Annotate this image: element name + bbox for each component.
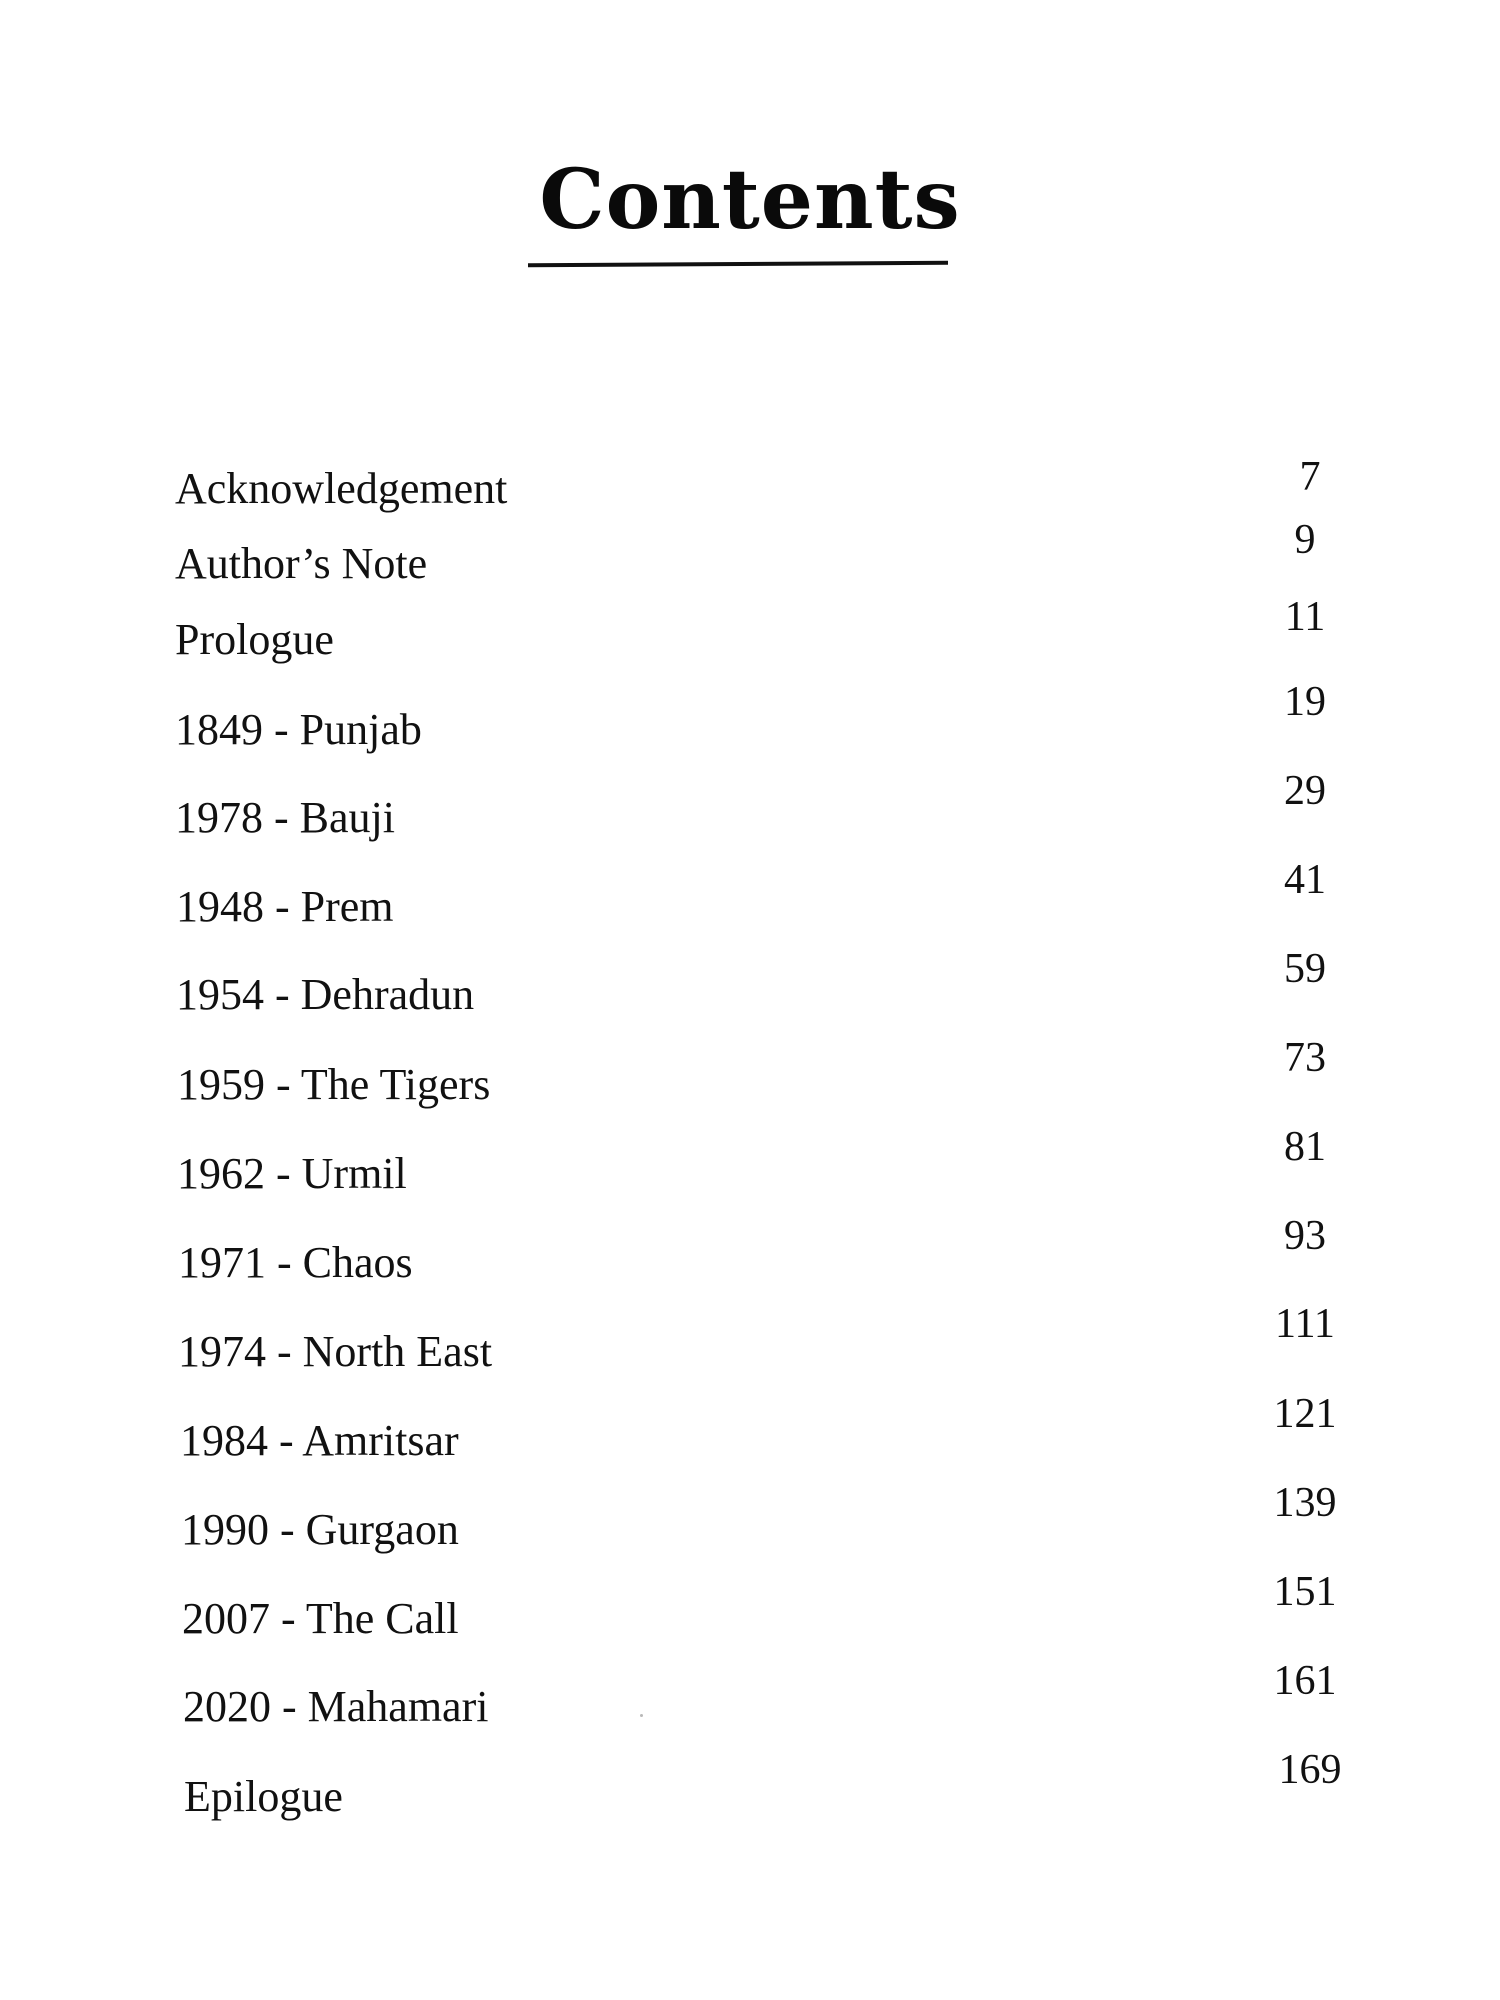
entry-title: Acknowledgement (175, 464, 508, 513)
entry-page-number: 111 (1275, 1301, 1335, 1347)
entry-title: Epilogue (184, 1772, 343, 1821)
entry-page-number: 93 (1284, 1213, 1326, 1259)
entry-page-number: 11 (1284, 594, 1326, 640)
entry-title: 1971 - Chaos (178, 1238, 413, 1287)
entry-title: 2020 - Mahamari (183, 1682, 489, 1731)
entry-title: 1948 - Prem (176, 882, 394, 931)
entry-page-number: 139 (1273, 1480, 1337, 1526)
entry-title: 1978 - Bauji (175, 793, 395, 842)
entry-page-number: 73 (1284, 1035, 1326, 1081)
page-title: Contents (539, 152, 961, 248)
entry-page-number: 59 (1284, 946, 1326, 992)
entry-page-number: 121 (1273, 1391, 1337, 1437)
paper-speck (640, 1714, 643, 1717)
entry-page-number: 29 (1284, 768, 1326, 814)
entry-title: 1962 - Urmil (177, 1149, 407, 1198)
entry-title: 1990 - Gurgaon (181, 1505, 459, 1554)
entry-page-number: 9 (1294, 517, 1316, 563)
entry-page-number: 81 (1284, 1124, 1326, 1170)
entry-page-number: 19 (1284, 679, 1326, 725)
entry-page-number: 151 (1273, 1569, 1337, 1615)
entry-title: 1974 - North East (178, 1327, 493, 1376)
entry-title: Prologue (175, 615, 334, 664)
entry-title: 1954 - Dehradun (176, 970, 475, 1019)
entry-page-number: 7 (1299, 454, 1321, 500)
entry-title: Author’s Note (175, 539, 428, 588)
entry-title: 1849 - Punjab (175, 705, 422, 754)
entry-page-number: 41 (1284, 857, 1326, 903)
entry-title: 1984 - Amritsar (180, 1416, 459, 1465)
entry-page-number: 161 (1273, 1658, 1337, 1704)
entry-page-number: 169 (1278, 1747, 1342, 1793)
entry-title: 1959 - The Tigers (177, 1060, 491, 1109)
entry-title: 2007 - The Call (182, 1594, 459, 1643)
